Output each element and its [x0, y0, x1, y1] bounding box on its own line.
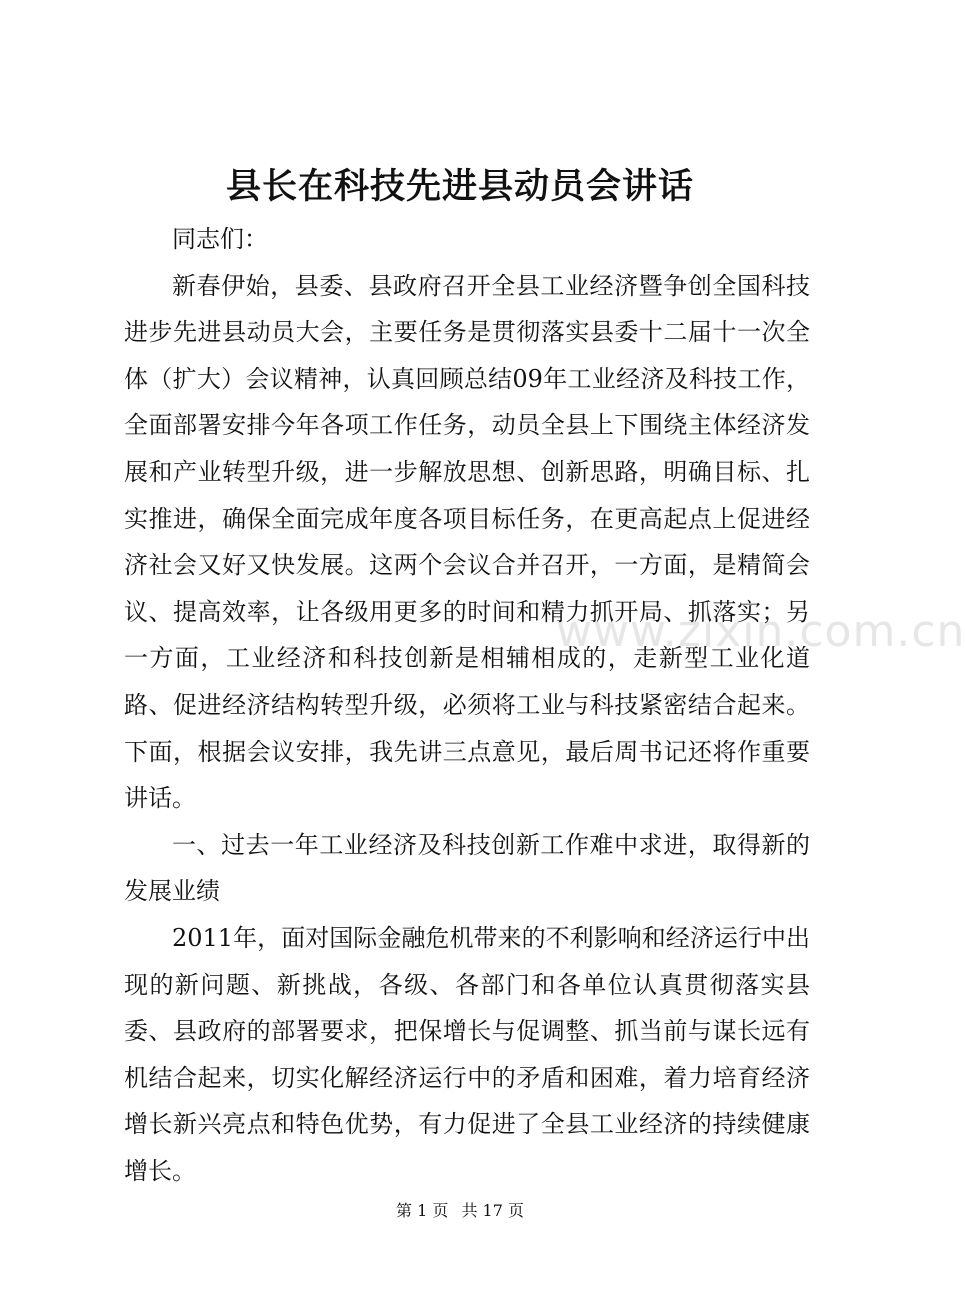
watermark: www.zixin.com.cn	[556, 606, 965, 657]
paragraph-review: 2011年，面对国际金融危机带来的不利影响和经济运行中出现的新问题、新挑战，各级、各部门和各单位认真贯彻落实县委、县政府的部署要求，把保增长与促调整、抓当前与谋长远有机结合起来，切实化解经济运行中的矛盾和困难，着力培育经济增长新兴亮点和特色优势，有力促进了全县工业经济的持续健康增长。	[124, 923, 810, 1185]
page-footer	[0, 1200, 920, 1222]
paragraph-salutation: 同志们：	[172, 225, 268, 253]
page-total: 共 17 页	[461, 1201, 524, 1220]
paragraph-intro: 新春伊始，县委、县政府召开全县工业经济暨争创全国科技进步先进县动员大会，主要任务是贯彻落实县委十二届十一次全体（扩大）会议精神，认真回顾总结09年工业经济及科技工作，全面部署安排今年各项工作任务，动员全县上下围绕主体经济发展和产业转型升级，进一步解放思想、创新思路，明确目标、扎实推进，确保全面完成年度各项目标任务，在更高起点上促进经济社会又好又快发展。这两个会议合并召开，一方面，是精简会议、提高效率，让各级用更多的时间和精力抓开局、抓落实；另一方面，工业经济和科技创新是相辅相成的，走新型工业化道路、促进经济结构转型升级，必须将工业与科技紧密结合起来。下面，根据会议安排，我先讲三点意见，最后周书记还将作重要讲话。	[124, 271, 810, 813]
page-number: 第 1 页	[396, 1201, 449, 1220]
document-title: 县长在科技先进县动员会讲话	[225, 166, 694, 207]
section-heading-1: 一、过去一年工业经济及科技创新工作难中求进，取得新的发展业绩	[124, 830, 810, 906]
document-body	[124, 216, 810, 1194]
